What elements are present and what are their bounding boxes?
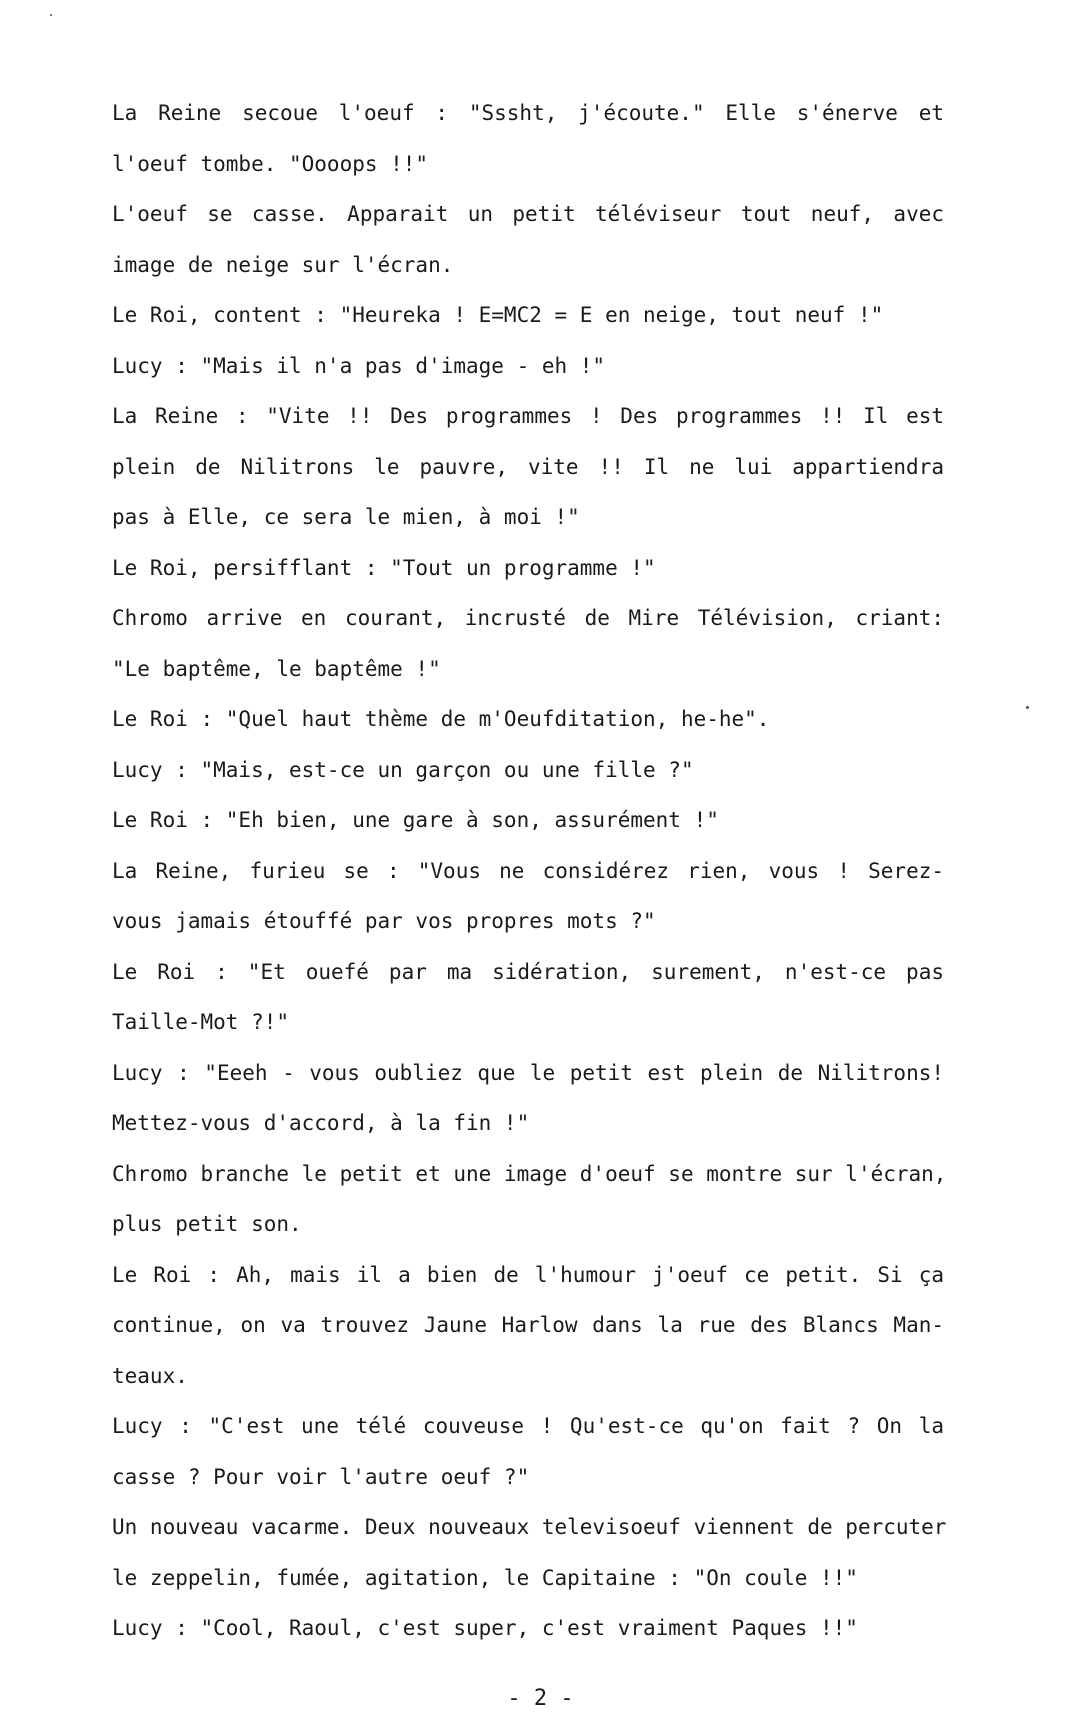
body-text (112, 96, 947, 1662)
text-line: Lucy : "Mais, est-ce un garçon ou une fille ?" (112, 757, 694, 782)
text-line: le zeppelin, fumée, agitation, le Capitaine : "On coule !!" (112, 1565, 858, 1590)
text-line: Le Roi : Ah, mais il a bien de l'humour j'oeuf ce petit. Si ça (112, 1262, 944, 1287)
text-line: Le Roi : "Eh bien, une gare à son, assurément !" (112, 808, 719, 832)
text-line: teaux. (112, 1363, 188, 1388)
text-line: l'oeuf tombe. "Oooops !!" (112, 151, 429, 176)
text-line: Lucy : "Cool, Raoul, c'est super, c'est vraiment Paques !!" (112, 1616, 858, 1640)
text-line: Chromo branche le petit et une image d'oeuf se montre sur l'écran, (112, 1161, 947, 1186)
text-line: Le Roi : "Et ouefé par ma sidération, surement, n'est-ce pas (112, 959, 944, 984)
text-line: Lucy : "Eeeh - vous oubliez que le petit est plein de Nilitrons! (112, 1060, 944, 1085)
text-line: "Le baptême, le baptême !" (112, 656, 441, 681)
text-line: vous jamais étouffé par vos propres mots ?" (112, 909, 656, 933)
text-line: La Reine secoue l'oeuf : "Sssht, j'écoute." Elle s'énerve et (112, 101, 944, 125)
text-line: Lucy : "Mais il n'a pas d'image - eh !" (112, 353, 606, 378)
text-line: Taille-Mot ?!" (112, 1010, 290, 1034)
text-line: continue, on va trouvez Jaune Harlow dans la rue des Blancs Man- (112, 1313, 944, 1337)
text-line: Un nouveau vacarme. Deux nouveaux televisoeuf viennent de percuter (112, 1515, 947, 1539)
text-line: pas à Elle, ce sera le mien, à moi !" (112, 505, 580, 529)
text-line: plus petit son. (112, 1212, 302, 1236)
scan-speck (50, 14, 52, 16)
text-line: Le Roi : "Quel haut thème de m'Oeufditation, he-he". (112, 707, 770, 731)
text-line: image de neige sur l'écran. (112, 252, 454, 277)
text-line: plein de Nilitrons le pauvre, vite !! Il ne lui appartiendra (112, 454, 944, 479)
text-line: La Reine : "Vite !! Des programmes ! Des programmes !! Il est (112, 404, 944, 428)
text-line: Lucy : "C'est une télé couveuse ! Qu'est-ce qu'on fait ? On la (112, 1414, 944, 1438)
scan-speck (1026, 706, 1029, 709)
page-number: - 2 - (507, 1686, 574, 1711)
text-line: casse ? Pour voir l'autre oeuf ?" (112, 1464, 530, 1489)
text-line: Chromo arrive en courant, incrusté de Mire Télévision, criant: (112, 606, 944, 630)
text-line: La Reine, furieu se : "Vous ne considérez rien, vous ! Serez- (112, 858, 944, 883)
text-line: Le Roi, content : "Heureka ! E=MC2 = E en neige, tout neuf !" (112, 303, 884, 327)
text-line: Le Roi, persifflant : "Tout un programme !" (112, 555, 656, 580)
text-line: L'oeuf se casse. Apparait un petit téléviseur tout neuf, avec (112, 202, 944, 226)
text-line: Mettez-vous d'accord, à la fin !" (112, 1111, 530, 1135)
